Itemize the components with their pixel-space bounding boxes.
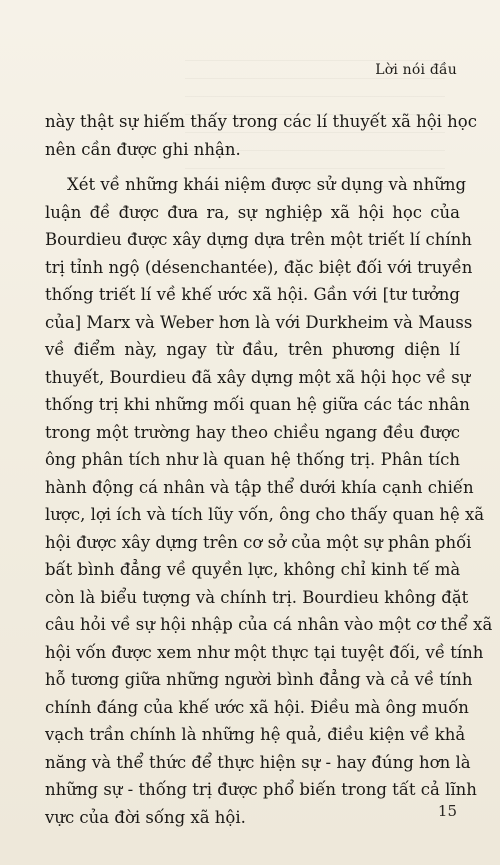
- text-line: Bourdieu được xây dựng dựa trên một triết lí chính: [45, 230, 472, 249]
- text-line: hội vốn được xem như một thực tại tuyệt đối, về tính: [45, 642, 484, 662]
- text-line: câu hỏi về sự hội nhập của cá nhân vào một cơ thể xã: [45, 615, 493, 634]
- text-line: còn là biểu tượng và chính trị. Bourdieu không đặt: [45, 587, 469, 607]
- paragraph: [45, 108, 477, 163]
- text-line: vực của đời sống xã hội.: [45, 807, 246, 827]
- text-line: luận đề được đưa ra, sự nghiệp xã hội học của: [45, 202, 460, 222]
- text-line: hội được xây dựng trên cơ sở của một sự phân phối: [45, 532, 472, 552]
- running-head: Lời nói đầu: [375, 62, 457, 78]
- body-text: [45, 108, 493, 831]
- text-line: trong một trường hay theo chiều ngang đều được: [45, 422, 460, 442]
- text-line: chính đáng của khế ước xã hội. Điều mà ông muốn: [45, 697, 469, 717]
- text-line: Xét về những khái niệm được sử dụng và những: [67, 175, 467, 194]
- text-line: thuyết, Bourdieu đã xây dựng một xã hội học về sự: [45, 367, 471, 387]
- text-line: bất bình đẳng về quyền lực, không chỉ kinh tế mà: [45, 560, 461, 579]
- text-line: năng và thể thức để thực hiện sự - hay đúng hơn là: [45, 752, 471, 772]
- text-line: nên cần được ghi nhận.: [45, 139, 241, 159]
- text-line: này thật sự hiếm thấy trong các lí thuyết xã hội học: [45, 112, 477, 131]
- page-number: 15: [437, 802, 457, 820]
- text-line: trị tỉnh ngộ (désenchantée), đặc biệt đối với truyền: [45, 257, 473, 277]
- text-line: thống trị khi những mối quan hệ giữa các tác nhân: [45, 395, 470, 414]
- text-line: vạch trần chính là những hệ quả, điều kiện về khả: [45, 725, 466, 744]
- text-line: hỗ tương giữa những người bình đẳng và cả về tính: [45, 670, 473, 689]
- text-line: ông phân tích như là quan hệ thống trị. Phân tích: [45, 450, 460, 469]
- text-line: hành động cá nhân và tập thể dưới khía cạnh chiến: [45, 477, 474, 497]
- text-line: về điểm này, ngay từ đầu, trên phương diện lí: [45, 340, 460, 359]
- paragraph: [45, 171, 493, 831]
- text-line: của] Marx và Weber hơn là với Durkheim và Mauss: [45, 312, 473, 332]
- text-line: những sự - thống trị được phổ biến trong tất cả lĩnh: [45, 780, 477, 799]
- text-line: thống triết lí về khế ước xã hội. Gần với [tư tưởng: [45, 285, 460, 304]
- text-line: lược, lợi ích và tích lũy vốn, ông cho thấy quan hệ xã: [45, 505, 485, 524]
